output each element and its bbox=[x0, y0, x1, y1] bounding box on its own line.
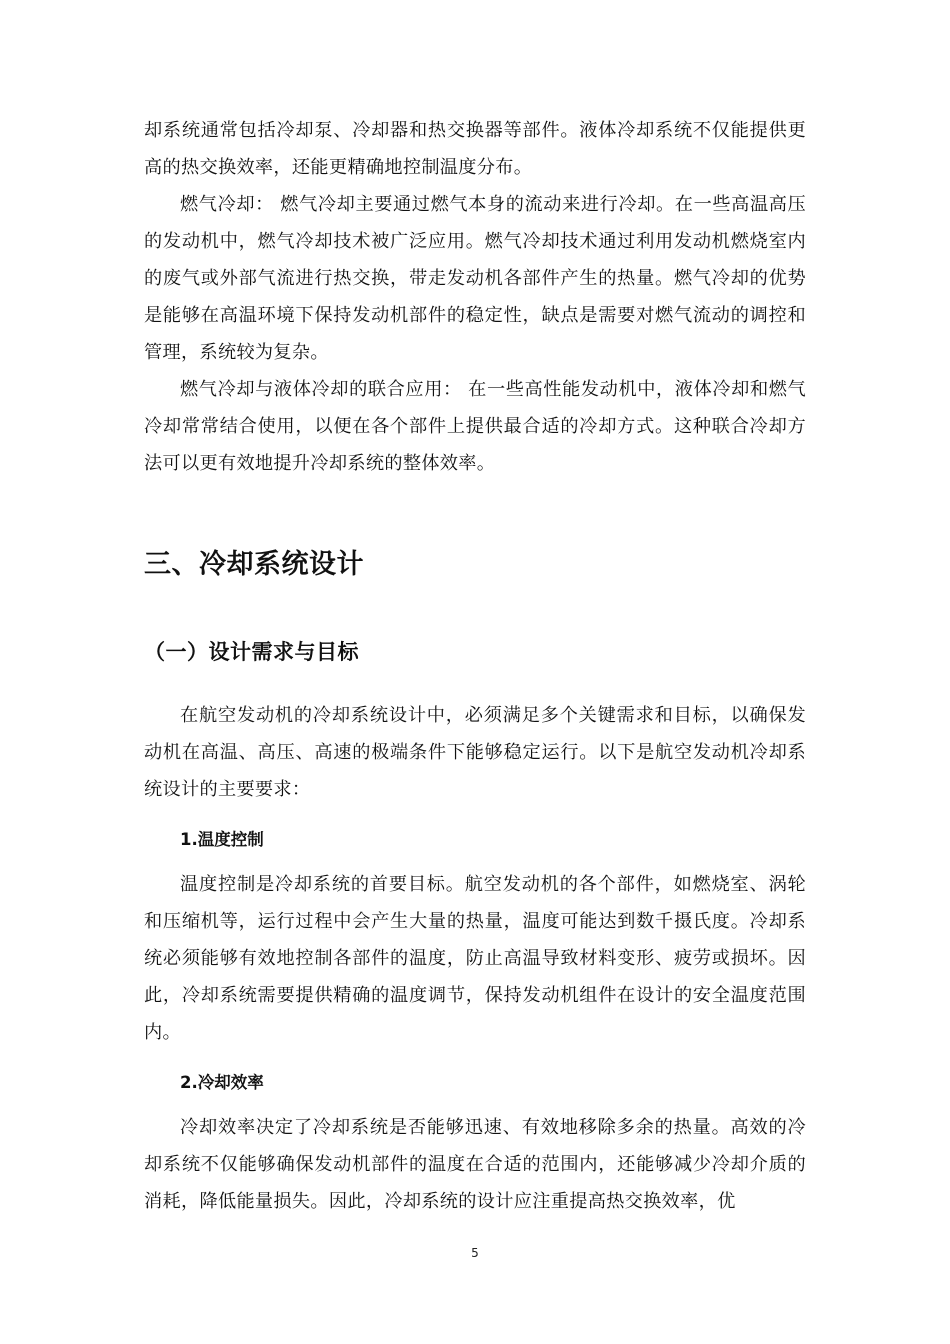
continuation-paragraph: 却系统通常包括冷却泵、冷却器和热交换器等部件。液体冷却系统不仅能提供更高的热交换效率，还能更精确地控制温度分布。 bbox=[144, 120, 806, 178]
combined-cooling-paragraph: 燃气冷却与液体冷却的联合应用： 在一些高性能发动机中，液体冷却和燃气冷却常常结合使用，以便在各个部件上提供最合适的冷却方式。这种联合冷却方法可以更有效地提升冷却系统的整体效率。 bbox=[144, 379, 806, 474]
subsection-intro-paragraph: 在航空发动机的冷却系统设计中，必须满足多个关键需求和目标，以确保发动机在高温、高压、高速的极端条件下能够稳定运行。以下是航空发动机冷却系统设计的主要要求： bbox=[144, 705, 806, 800]
subsection-heading: （一）设计需求与目标 bbox=[144, 640, 359, 664]
page-number: 5 bbox=[471, 1246, 479, 1260]
item-text-cooling-efficiency: 冷却效率决定了冷却系统是否能够迅速、有效地移除多余的热量。高效的冷却系统不仅能够确保发动机部件的温度在合适的范围内，还能够减少冷却介质的消耗，降低能量损失。因此，冷却系统的设计应注重提高热交换效率，优 bbox=[144, 1117, 806, 1212]
section-heading: 三、冷却系统设计 bbox=[144, 549, 364, 580]
item-heading-temperature-control: 1.温度控制 bbox=[180, 830, 264, 849]
item-text-temperature-control: 温度控制是冷却系统的首要目标。航空发动机的各个部件，如燃烧室、涡轮和压缩机等，运行过程中会产生大量的热量，温度可能达到数千摄氏度。冷却系统必须能够有效地控制各部件的温度，防止高温导致材料变形、疲劳或损坏。因此，冷却系统需要提供精确的温度调节，保持发动机组件在设计的安全温度范围内。 bbox=[144, 874, 806, 1043]
item-heading-cooling-efficiency: 2.冷却效率 bbox=[180, 1073, 264, 1092]
page-content bbox=[144, 112, 806, 1220]
gas-cooling-paragraph: 燃气冷却： 燃气冷却主要通过燃气本身的流动来进行冷却。在一些高温高压的发动机中，燃气冷却技术被广泛应用。燃气冷却技术通过利用发动机燃烧室内的废气或外部气流进行热交换，带走发动机各部件产生的热量。燃气冷却的优势是能够在高温环境下保持发动机部件的稳定性，缺点是需要对燃气流动的调控和管理，系统较为复杂。 bbox=[144, 194, 806, 363]
